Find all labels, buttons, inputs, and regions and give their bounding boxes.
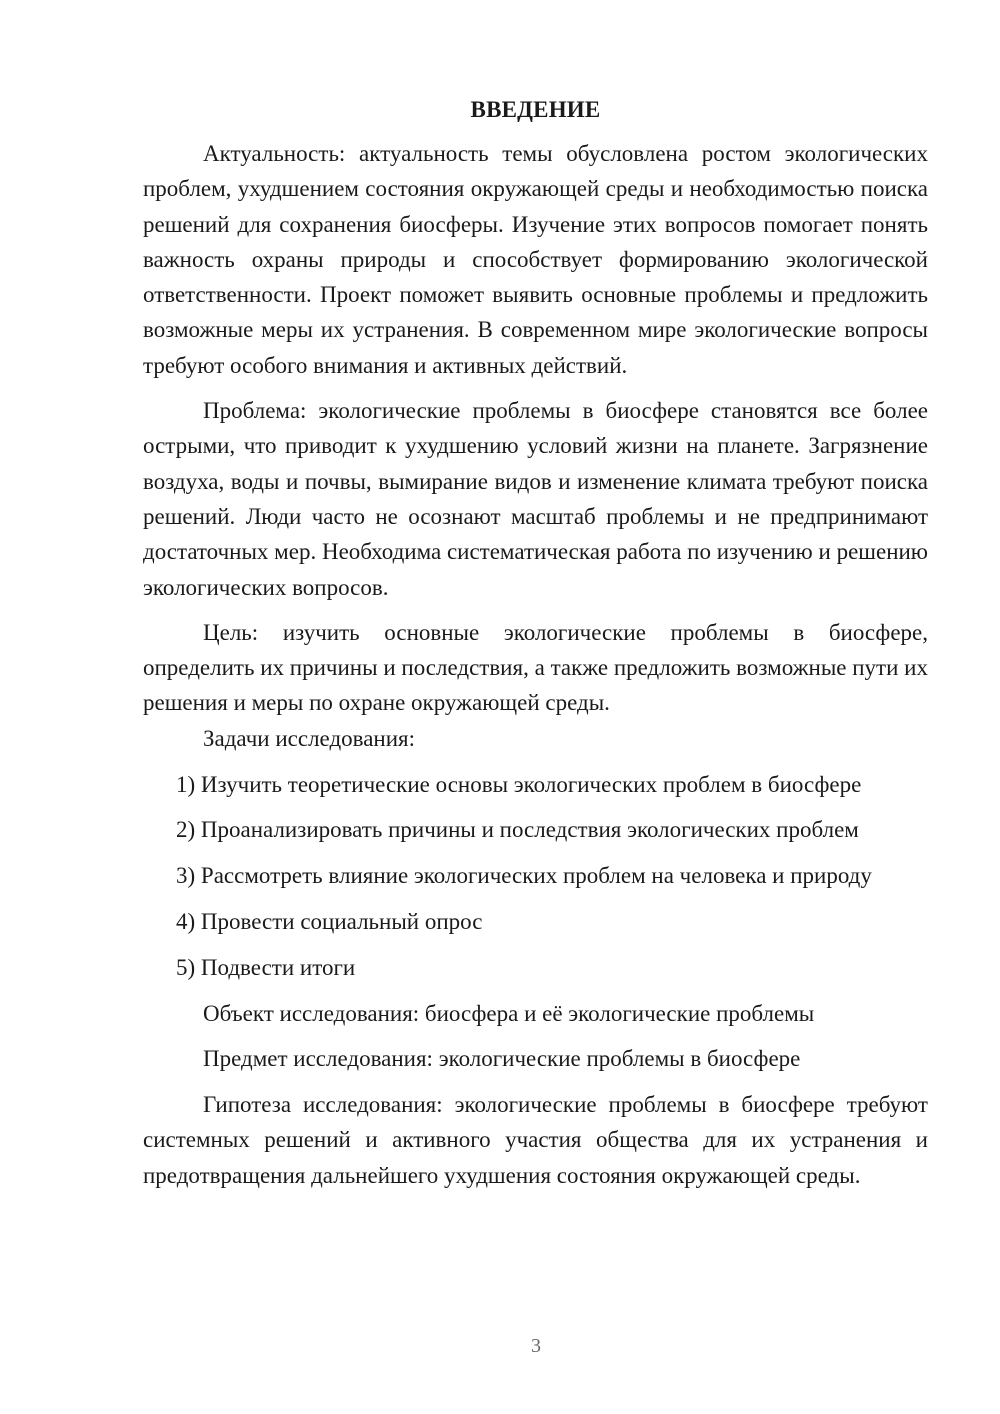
research-subject: Предмет исследования: экологические проблемы в биосфере	[203, 1046, 801, 1072]
page-number: 3	[531, 1335, 541, 1357]
list-item: 2) Проанализировать причины и последствия экологических проблем	[176, 817, 859, 843]
tasks-list	[143, 767, 928, 985]
list-item: 4) Провести социальный опрос	[176, 908, 483, 934]
research-object: Объект исследования: биосфера и её экологические проблемы	[203, 1000, 815, 1026]
tasks-heading: Задачи исследования:	[203, 725, 416, 751]
hypothesis-paragraph: Гипотеза исследования: экологические проблемы в биосфере требуют системных решений и активного участия общества для их устранения и предотвращения дальнейшего ухудшения состояния окружающей среды.	[143, 1092, 928, 1188]
goal-paragraph: Цель: изучить основные экологические проблемы в биосфере, определить их причины и последствия, а также предложить возможные пути их решения и меры по охране окружающей среды.	[143, 619, 928, 716]
document-page	[143, 94, 928, 1193]
list-item: 3) Рассмотреть влияние экологических проблем на человека и природу	[176, 863, 872, 889]
list-item: 1) Изучить теоретические основы экологических проблем в биосфере	[176, 771, 862, 797]
list-item: 5) Подвести итоги	[176, 954, 356, 980]
problem-paragraph: Проблема: экологические проблемы в биосфере становятся все более острыми, что приводит к ухудшению условий жизни на планете. Загрязнение воздуха, воды и почвы, вымирание видов и изменение климата требуют поиска решений. Люди часто не осознают масштаб проблемы и не предпринимают достаточных мер. Необходима систематическая работа по изучению и решению экологических вопросов.	[143, 398, 928, 600]
relevance-paragraph: Актуальность: актуальность темы обусловлена ростом экологических проблем, ухудшением состояния окружающей среды и необходимостью поиска решений для сохранения биосферы. Изучение этих вопросов помогает понять важность охраны природы и способствует формированию экологической ответственности. Проект поможет выявить основные проблемы и предложить возможные меры их устранения. В современном мире экологические вопросы требуют особого внимания и активных действий.	[143, 141, 928, 378]
page-title: ВВЕДЕНИЕ	[470, 97, 601, 122]
